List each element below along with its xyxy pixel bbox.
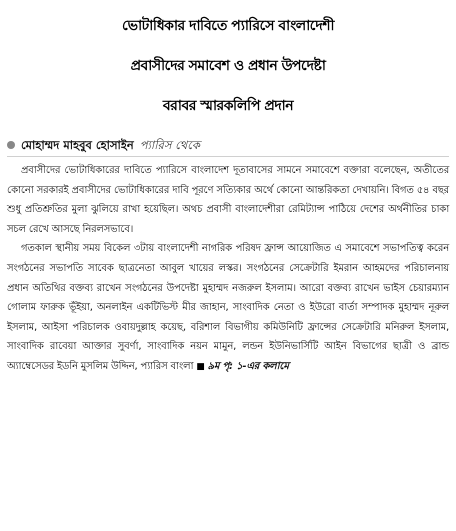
jump-marker-icon: ■ [196,361,205,372]
byline-dateline: প্যারিস থেকে [139,138,200,152]
article-paragraph-1: প্রবাসীদের ভোটাধিকারের দাবিতে প্যারিসে বাংলাদেশ দূতাবাসের সামনে সমাবেশে বক্তারা বলেছেন, অতীতের কোনো সরকারই প্রবাসীদের ভোটাধিকারের দাবি পূরণে সত্যিকার অর্থে কোনো আন্তরিকতা দেখায়নি। বিগত ৫৪ বছর শুধু প্রতিশ্রুতির মুলা ঝুলিয়ে রাখা হয়েছিল। অথচ প্রবাসী বাংলাদেশীরা রেমিট্যান্স পাঠিয়ে দেশের অর্থনীতির চাকা সচল রেখে আসছে নিরলসভাবে। [7,165,449,235]
article-paragraph-2 [7,239,449,377]
headline-line-2: প্রবাসীদের সমাবেশ ও প্রধান উপদেষ্টা [130,58,326,74]
article-body [7,161,449,378]
byline-bullet-icon [7,141,15,149]
article-paragraph-2-text: গতকাল স্থানীয় সময় বিকেল ৩টায় বাংলাদেশী নাগরিক পরিষদ ফ্রান্স আয়োজিত এ সমাবেশে সভাপতিত্ব করেন সংগঠনের সভাপতি সাবেক ছাত্রনেতা আবুল খায়ের লস্কর। সংগঠনের সেক্রেটারি ইমরান আহমদের পরিচালনায় প্রধান অতিথির বক্তব্য রাখেন সংগঠনের উপদেষ্টা মুহাম্মদ নজরুল ইসলাম। আরো বক্তব্য রাখেন ভাইস চেয়ারম্যান গোলাম ফারুক ভূঁইয়া, অনলাইন একটিভিস্ট মীর জাহান, সাংবাদিক নেতা ও ইউরো বার্তা সম্পাদক মুহাম্মদ নূরুল ইসলাম, আইসা পরিচালক ওবায়দুল্লাহ কয়েছ, বরিশাল বিভাগীয় কমিউনিটি ফ্রান্সের সেক্রেটারি মনিরুল ইসলাম, সাংবাদিক রাবেয়া আক্তার সুবর্ণা, সাংবাদিক নয়ন মামুন, লন্ডন ইউনিভার্সিটি আইন বিভাগের ছাত্রী ও ব্রান্ড অ্যাম্বেসেডর ইডনি মুসলিম উদ্দিন, প্যারিস বাংলা [7,243,449,372]
continuation-jump: ৯ম পৃ: ১-এর কলামে [207,360,289,372]
headline [7,6,449,126]
headline-line-1: ভোটাধিকার দাবিতে প্যারিসে বাংলাদেশী [121,18,335,34]
headline-line-3: বরাবর স্মারকলিপি প্রদান [162,98,294,114]
byline [7,134,449,157]
byline-author: মোহাম্মদ মাহবুব হোসাইন [21,138,134,152]
